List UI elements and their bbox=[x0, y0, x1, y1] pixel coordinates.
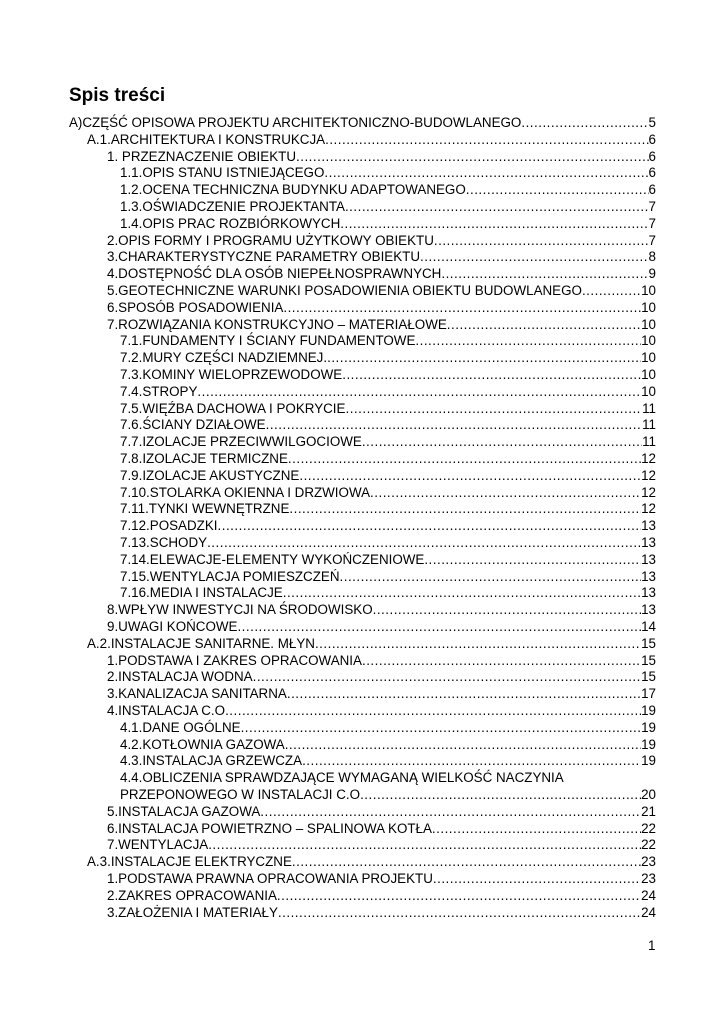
toc-entry-page: 15 bbox=[641, 669, 656, 685]
toc-entry-page: 23 bbox=[641, 854, 656, 870]
toc-dot-leader bbox=[582, 283, 641, 300]
toc-entry[interactable] bbox=[120, 199, 656, 216]
toc-dot-leader bbox=[278, 905, 641, 922]
toc-entry-page: 22 bbox=[641, 820, 656, 836]
toc-entry-title: 4.1.DANE OGÓLNE bbox=[120, 719, 241, 735]
toc-entry[interactable] bbox=[87, 132, 656, 149]
toc-dot-leader bbox=[225, 703, 641, 720]
toc-dot-leader bbox=[345, 401, 642, 418]
toc-dot-leader bbox=[370, 485, 641, 502]
toc-entry[interactable] bbox=[107, 266, 656, 283]
toc-dot-leader bbox=[208, 837, 641, 854]
toc-entry-title: 1. PRZEZNACZENIE OBIEKTU bbox=[107, 148, 296, 164]
toc-entry-page: 24 bbox=[641, 904, 656, 920]
toc-entry-page: 19 bbox=[641, 703, 656, 718]
toc-entry-page: 14 bbox=[641, 619, 656, 634]
toc-entry-page: 10 bbox=[641, 350, 656, 366]
toc-entry[interactable] bbox=[120, 770, 656, 804]
toc-entry-page: 8 bbox=[648, 249, 656, 265]
toc-dot-leader bbox=[287, 686, 641, 703]
toc-dot-leader bbox=[327, 350, 641, 367]
toc-entry-page: 7 bbox=[648, 199, 656, 214]
toc-entry-page: 13 bbox=[641, 518, 656, 534]
toc-entry[interactable] bbox=[120, 451, 656, 468]
toc-dot-leader bbox=[237, 619, 641, 636]
toc-dot-leader bbox=[241, 720, 642, 737]
toc-entry-page: 11 bbox=[642, 434, 656, 450]
toc-entry-title: 4.3.INSTALACJA GRZEWCZA bbox=[120, 753, 303, 769]
toc-entry[interactable] bbox=[107, 871, 656, 888]
toc-entry-title: 7.6.ŚCIANY DZIAŁOWE bbox=[120, 417, 266, 433]
toc-entry[interactable] bbox=[107, 149, 656, 166]
toc-dot-leader bbox=[283, 585, 641, 602]
toc-entry-title: 7.5.WIĘŹBA DACHOWA I POKRYCIE bbox=[120, 400, 346, 416]
toc-entry-title: 2.ZAKRES OPRACOWANIA bbox=[107, 887, 277, 903]
toc-dot-leader bbox=[277, 888, 641, 905]
toc-entry-title: 4.2.KOTŁOWNIA GAZOWA bbox=[120, 736, 285, 752]
toc-entry[interactable] bbox=[120, 552, 656, 569]
toc-dot-leader bbox=[324, 165, 648, 182]
toc-entry[interactable] bbox=[107, 233, 656, 250]
toc-entry[interactable] bbox=[120, 468, 656, 485]
toc-entry-title: 6.INSTALACJA POWIETRZNO – SPALINOWA KOTŁA bbox=[107, 820, 432, 836]
toc-entry-title: 7.1.FUNDAMENTY I ŚCIANY FUNDAMENTOWE bbox=[120, 333, 416, 349]
toc-dot-leader bbox=[197, 384, 641, 401]
toc-entry[interactable] bbox=[120, 585, 656, 602]
toc-dot-leader bbox=[441, 266, 648, 283]
toc-dot-leader bbox=[521, 115, 648, 132]
toc-entry-page: 11 bbox=[642, 417, 656, 433]
toc-entry-title: 7.9.IZOLACJE AKUSTYCZNE bbox=[120, 467, 300, 483]
toc-dot-leader bbox=[424, 552, 641, 569]
toc-entry-page: 5 bbox=[648, 115, 656, 130]
toc-entry[interactable] bbox=[107, 821, 656, 838]
toc-entry-title: 5.INSTALACJA GAZOWA bbox=[107, 803, 261, 819]
toc-entry-page: 20 bbox=[641, 786, 656, 802]
toc-dot-leader bbox=[266, 417, 642, 434]
toc-entry[interactable] bbox=[107, 669, 656, 686]
toc-entry[interactable] bbox=[107, 249, 656, 266]
toc-dot-leader bbox=[283, 300, 641, 317]
toc-entry-title: 1.2.OCENA TECHNICZNA BUDYNKU ADAPTOWANEGO bbox=[120, 182, 466, 198]
toc-entry[interactable] bbox=[120, 753, 656, 770]
toc-entry-page: 6 bbox=[648, 165, 656, 181]
toc-entry[interactable] bbox=[120, 165, 656, 182]
toc-dot-leader bbox=[342, 367, 641, 384]
toc-entry-page: 21 bbox=[641, 803, 656, 819]
toc-entry-title: 7.WENTYLACJA bbox=[107, 837, 209, 853]
toc-entry-title: 7.ROZWIĄZANIA KONSTRUKCYJNO – MATERIAŁOWE bbox=[107, 316, 447, 332]
toc-entry[interactable] bbox=[107, 804, 656, 821]
toc-entry-title: 3.CHARAKTERYSTYCZNE PARAMETRY OBIEKTU bbox=[107, 249, 421, 265]
toc-entry-page: 13 bbox=[641, 602, 656, 618]
toc-entry-page: 13 bbox=[641, 585, 656, 601]
toc-entry[interactable] bbox=[120, 720, 656, 737]
toc-dot-leader bbox=[302, 753, 641, 770]
toc-entry-title: 7.14.ELEWACJE-ELEMENTY WYKOŃCZENIOWE bbox=[120, 551, 425, 567]
toc-entry-page: 22 bbox=[641, 837, 656, 853]
toc-entry[interactable] bbox=[107, 703, 656, 720]
toc-entry[interactable] bbox=[107, 653, 656, 670]
toc-entry-page: 24 bbox=[641, 887, 656, 903]
toc-entry-page: 10 bbox=[641, 383, 656, 399]
toc-entry-page: 9 bbox=[648, 266, 656, 282]
toc-entry-title: A)CZĘŚĆ OPISOWA PROJEKTU ARCHITEKTONICZNO-BUDOWLANEGO bbox=[69, 115, 522, 130]
toc-entry[interactable] bbox=[120, 216, 656, 233]
toc-entry-title: 9.UWAGI KOŃCOWE bbox=[107, 619, 238, 634]
toc-entry-title: 8.WPŁYW INWESTYCJI NA ŚRODOWISKO bbox=[107, 602, 373, 618]
toc-entry[interactable] bbox=[107, 283, 656, 300]
toc-entry[interactable] bbox=[120, 518, 656, 535]
toc-entry[interactable] bbox=[120, 434, 656, 451]
toc-entry[interactable] bbox=[107, 602, 656, 619]
toc-entry-page: 10 bbox=[641, 283, 656, 298]
toc-entry-title: 4.DOSTĘPNOŚĆ DLA OSÓB NIEPEŁNOSPRAWNYCH bbox=[107, 266, 442, 282]
toc-entry[interactable] bbox=[120, 350, 656, 367]
toc-entry-title: 1.PODSTAWA PRAWNA OPRACOWANIA PROJEKTU bbox=[107, 871, 433, 886]
toc-dot-leader bbox=[285, 737, 641, 754]
toc-entry-title: 3.ZAŁOŻENIA I MATERIAŁY bbox=[107, 904, 278, 920]
toc-dot-leader bbox=[362, 434, 642, 451]
toc-entry[interactable] bbox=[120, 485, 656, 502]
toc-entry-page: 19 bbox=[641, 736, 656, 752]
toc-entry-title: 7.11.TYNKI WEWNĘTRZNE bbox=[120, 501, 290, 517]
toc-entry[interactable] bbox=[120, 569, 656, 586]
toc-entry-page: 12 bbox=[641, 501, 656, 517]
toc-entry-title: 7.3.KOMINY WIELOPRZEWODOWE bbox=[120, 367, 343, 382]
toc-entry-page: 13 bbox=[641, 535, 656, 550]
toc-entry-page: 12 bbox=[641, 484, 656, 500]
toc-dot-leader bbox=[325, 132, 648, 149]
toc-dot-leader bbox=[253, 669, 642, 686]
toc-entry-title: 1.3.OŚWIADCZENIE PROJEKTANTA bbox=[120, 199, 345, 214]
toc-entry-title: 1.1.OPIS STANU ISTNIEJĄCEGO bbox=[120, 165, 325, 181]
toc-entry-page: 23 bbox=[641, 871, 656, 886]
toc-entry[interactable] bbox=[120, 384, 656, 401]
toc-entry-title: 7.4.STROPY bbox=[120, 383, 198, 399]
toc-entry-title: 3.KANALIZACJA SANITARNA bbox=[107, 686, 287, 702]
toc-entry-page: 10 bbox=[641, 367, 656, 382]
toc-entry-page: 12 bbox=[641, 451, 656, 466]
toc-entry-title: 5.GEOTECHNICZNE WARUNKI POSADOWIENIA OBIEKTU BUDOWLANEGO bbox=[107, 283, 582, 298]
toc-entry-title: 7.10.STOLARKA OKIENNA I DRZWIOWA bbox=[120, 484, 371, 500]
page-number: 1 bbox=[648, 938, 656, 953]
toc-dot-leader bbox=[289, 501, 641, 518]
toc-entry[interactable] bbox=[69, 115, 656, 132]
toc-entry[interactable] bbox=[107, 905, 656, 922]
toc-entry-title: 7.16.MEDIA I INSTALACJE bbox=[120, 585, 283, 601]
toc-entry-page: 10 bbox=[641, 333, 656, 349]
toc-entry[interactable] bbox=[120, 182, 656, 199]
toc-entry[interactable] bbox=[120, 417, 656, 434]
toc-entry-page: 6 bbox=[648, 182, 656, 198]
toc-entry-page: 6 bbox=[648, 148, 656, 164]
toc-dot-leader bbox=[433, 871, 641, 888]
toc-entry-page: 13 bbox=[641, 568, 656, 584]
toc-entry-title: 6.SPOSÓB POSADOWIENIA bbox=[107, 299, 284, 315]
toc-entry[interactable] bbox=[107, 619, 656, 636]
toc-entry-title: 2.OPIS FORMY I PROGRAMU UŻYTKOWY OBIEKTU bbox=[107, 232, 434, 248]
toc-entry[interactable] bbox=[120, 501, 656, 518]
toc-entry[interactable] bbox=[120, 333, 656, 350]
toc-entry-page: 11 bbox=[642, 400, 656, 416]
toc-entry-title: A.1.ARCHITEKTURA I KONSTRUKCJA bbox=[87, 131, 326, 147]
toc-dot-leader bbox=[218, 518, 642, 535]
toc-entry-page: 10 bbox=[641, 299, 656, 315]
toc-entry-page: 15 bbox=[641, 652, 656, 668]
toc-dot-leader bbox=[288, 451, 641, 468]
toc-entry-page: 13 bbox=[641, 551, 656, 567]
toc-dot-leader bbox=[466, 182, 649, 199]
toc-entry-page: 19 bbox=[641, 719, 656, 735]
toc-entry[interactable] bbox=[107, 888, 656, 905]
toc-entry-page: 7 bbox=[648, 232, 656, 248]
toc-entry-title-continued: PRZEPONOWEGO W INSTALACJI C.O bbox=[120, 786, 361, 802]
toc-entry-title: A.3.INSTALACJE ELEKTRYCZNE bbox=[87, 854, 292, 870]
toc-entry-title: 7.8.IZOLACJE TERMICZNE bbox=[120, 451, 288, 466]
toc-entry[interactable] bbox=[120, 367, 656, 384]
toc-entry[interactable] bbox=[87, 636, 656, 653]
toc-entry-title: 4.INSTALACJA C.O bbox=[107, 703, 226, 718]
toc-dot-leader bbox=[315, 636, 641, 653]
toc-entry-title: A.2.INSTALACJE SANITARNE. MŁYN bbox=[87, 635, 315, 651]
toc-dot-leader bbox=[362, 653, 641, 670]
toc-entry-title: 4.4.OBLICZENIA SPRAWDZAJĄCE WYMAGANĄ WIELKOŚĆ NACZYNIA bbox=[120, 770, 564, 786]
toc-entry-page: 7 bbox=[648, 215, 656, 231]
toc-dot-leader bbox=[345, 199, 649, 216]
toc-dot-leader bbox=[207, 535, 641, 552]
toc-entry[interactable] bbox=[120, 535, 656, 552]
toc-dot-leader bbox=[415, 333, 641, 350]
toc-dot-leader bbox=[447, 317, 641, 334]
page-title: Spis treści bbox=[69, 85, 166, 106]
toc-entry[interactable] bbox=[87, 854, 656, 871]
toc-dot-leader bbox=[299, 468, 641, 485]
toc-dot-leader bbox=[432, 821, 641, 838]
toc-dot-leader bbox=[292, 854, 641, 871]
toc-dot-leader bbox=[296, 149, 649, 166]
toc-entry-title: 7.15.WENTYLACJA POMIESZCZEŃ bbox=[120, 568, 340, 584]
toc-entry-page: 6 bbox=[648, 131, 656, 147]
toc-dot-leader bbox=[260, 804, 641, 821]
toc-entry-title: 7.7.IZOLACJE PRZECIWWILGOCIOWE bbox=[120, 434, 362, 450]
toc-entry-title: 7.2.MURY CZĘŚCI NADZIEMNEJ. bbox=[120, 350, 328, 366]
toc-entry-title: 7.13.SCHODY bbox=[120, 535, 208, 550]
toc-dot-leader bbox=[340, 569, 642, 586]
toc-entry-page: 10 bbox=[641, 316, 656, 332]
toc-dot-leader bbox=[434, 233, 649, 250]
toc-entry[interactable] bbox=[120, 401, 656, 418]
toc-entry[interactable] bbox=[107, 317, 656, 334]
toc-dot-leader bbox=[420, 249, 649, 266]
toc-entry[interactable] bbox=[120, 737, 656, 754]
toc-entry-title: 2.INSTALACJA WODNA bbox=[107, 669, 253, 685]
toc-entry-title: 1.PODSTAWA I ZAKRES OPRACOWANIA bbox=[107, 652, 362, 668]
toc-entry[interactable] bbox=[107, 837, 656, 854]
toc-entry[interactable] bbox=[107, 300, 656, 317]
toc-entry-page: 15 bbox=[641, 635, 656, 651]
toc-dot-leader bbox=[340, 216, 648, 233]
toc-entry-page: 19 bbox=[641, 753, 656, 769]
toc-entry-title: 1.4.OPIS PRAC ROZBIÓRKOWYCH bbox=[120, 215, 341, 231]
toc-dot-leader bbox=[360, 787, 641, 804]
toc-dot-leader bbox=[373, 602, 641, 619]
toc-entry-page: 17 bbox=[641, 686, 656, 702]
toc-entry-title: 7.12.POSADZKI bbox=[120, 518, 218, 534]
toc-entry[interactable] bbox=[107, 686, 656, 703]
toc-entry-page: 12 bbox=[641, 467, 656, 483]
